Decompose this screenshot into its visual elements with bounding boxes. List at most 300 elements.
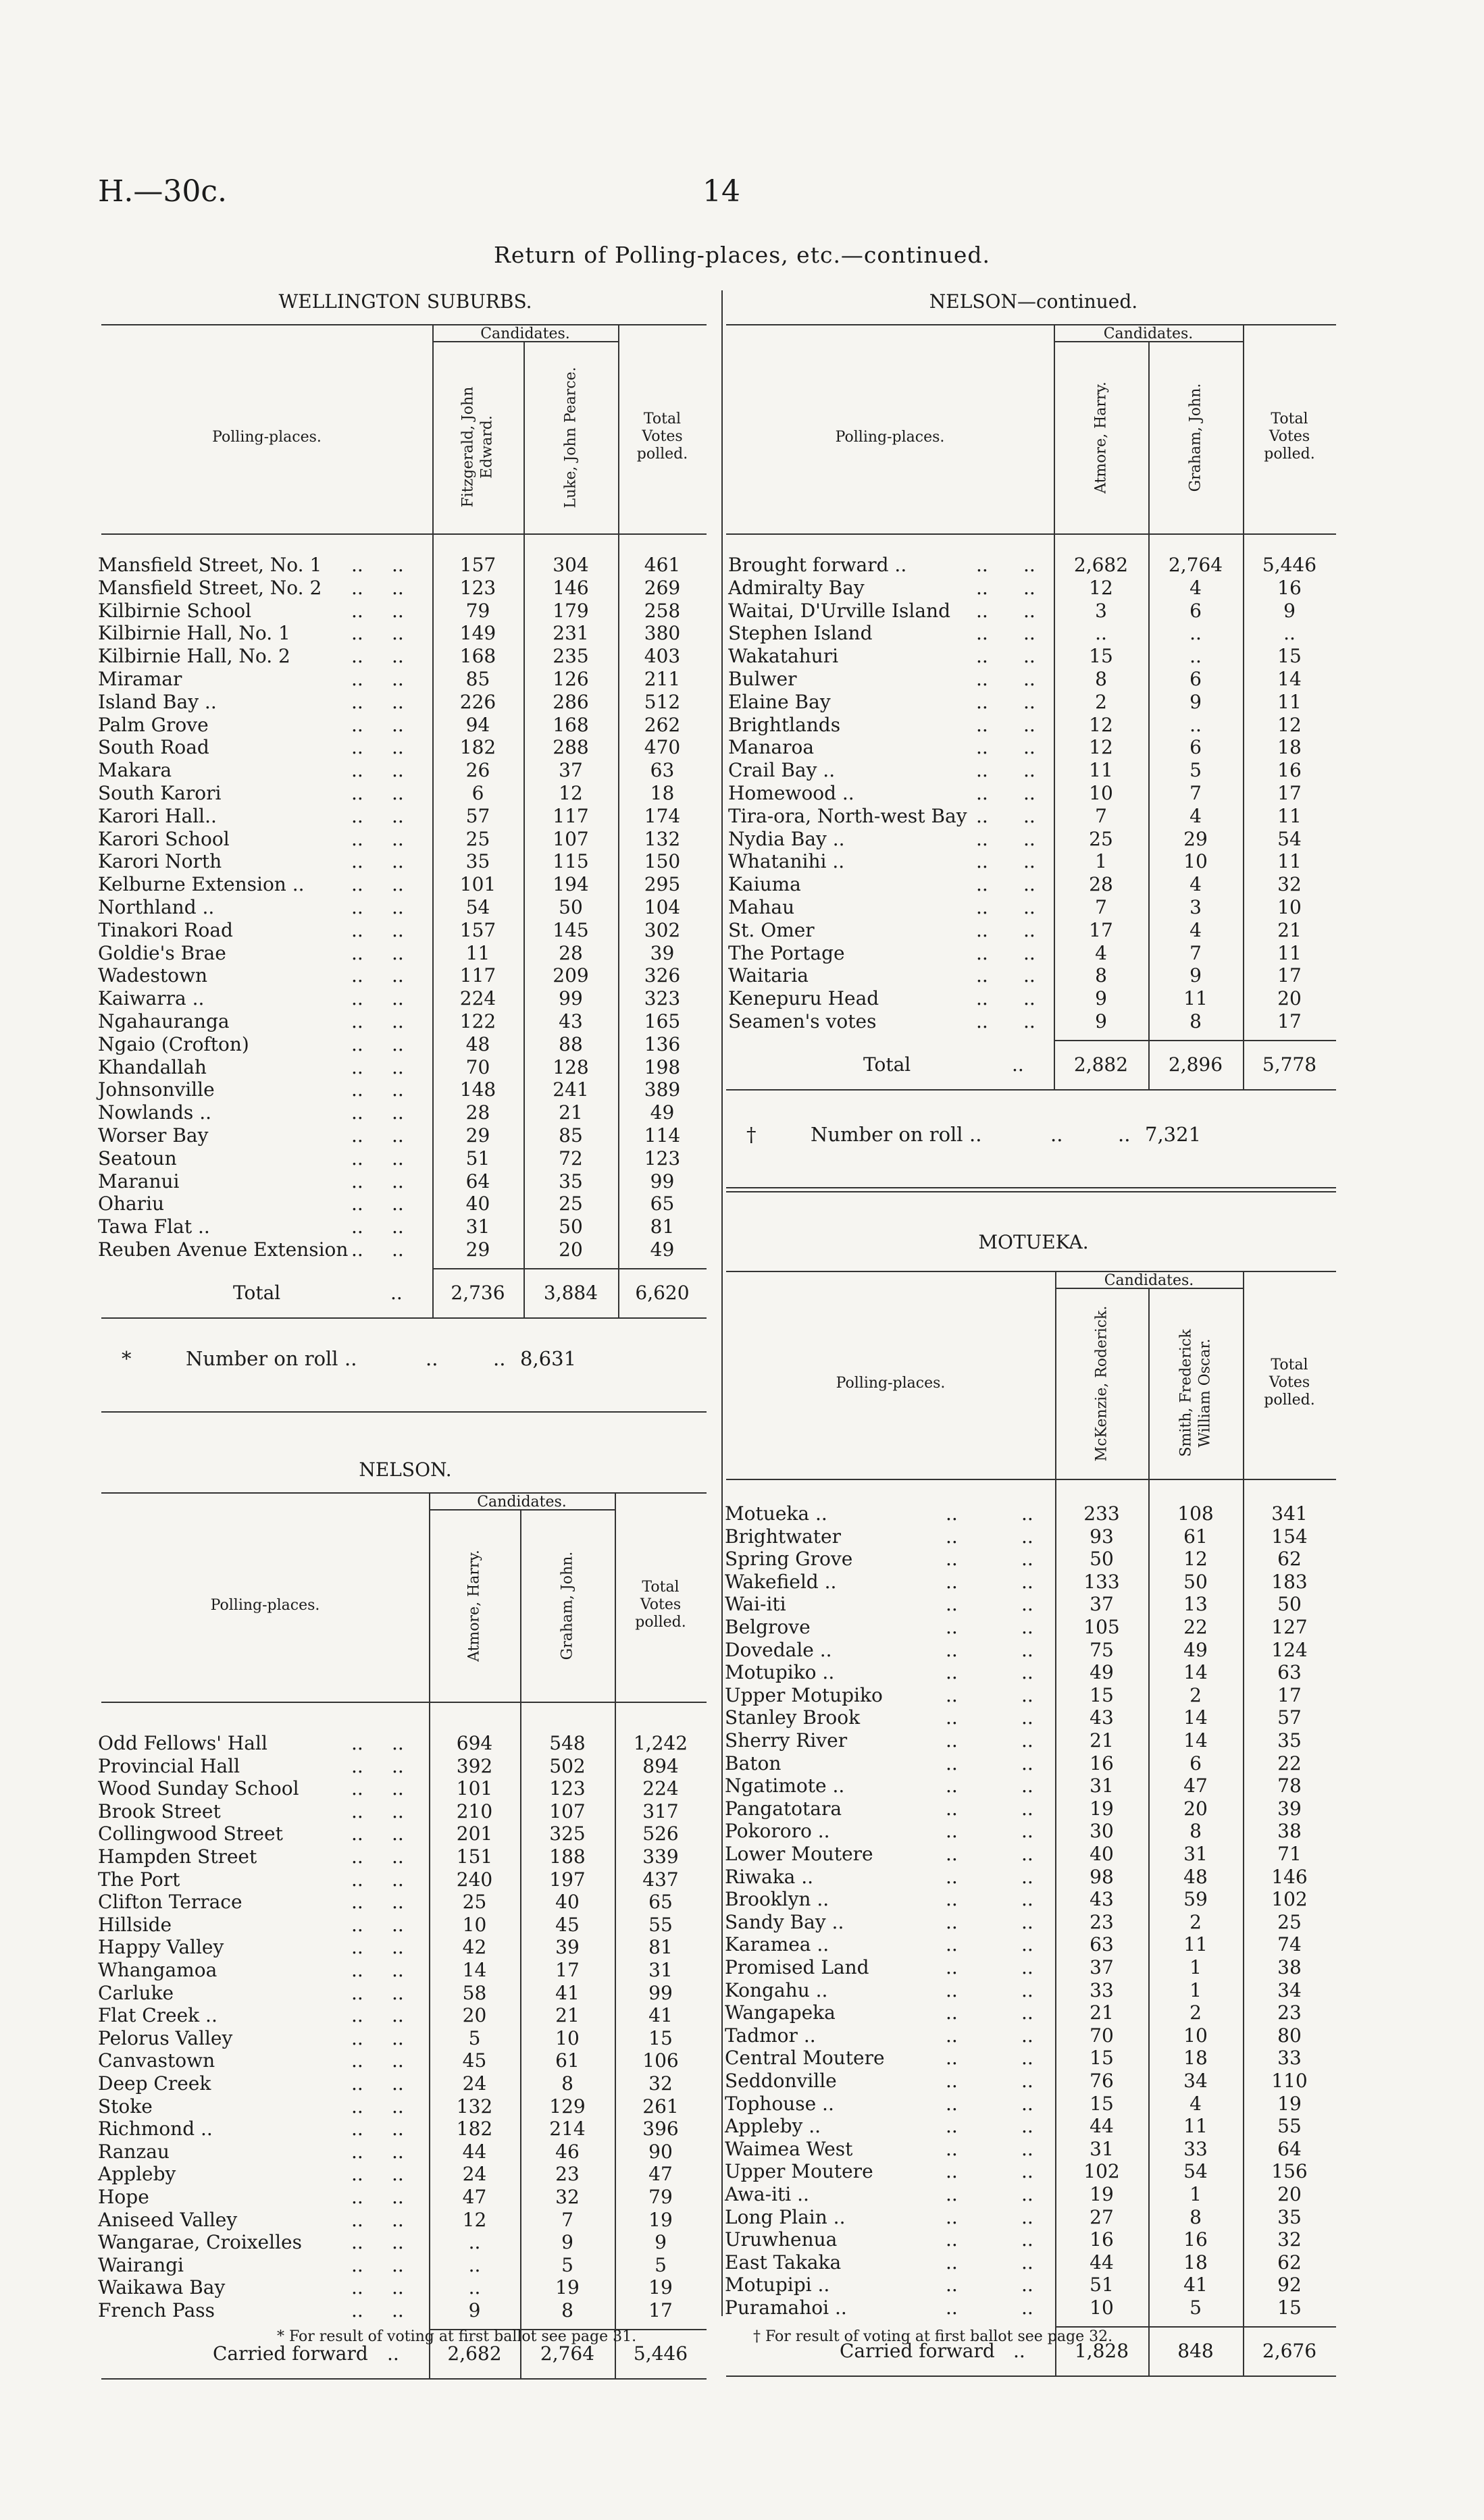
motueka-row-value: 12 bbox=[1183, 1548, 1208, 1571]
nelson_cont-row-value: .. bbox=[1095, 622, 1107, 645]
nelson_cont-row-value: 9 bbox=[1095, 1010, 1107, 1032]
nelson_cont-row-value: 9 bbox=[1283, 599, 1296, 622]
wellington-row-leader: .. bbox=[392, 1055, 404, 1078]
nelson_cont-row-value: 11 bbox=[1277, 941, 1302, 964]
nelson-row-value: .. bbox=[468, 2276, 481, 2299]
motueka-row-name: Karamea .. bbox=[725, 1933, 829, 1956]
motueka-row-value: 57 bbox=[1277, 1706, 1302, 1729]
motueka-row-value: 22 bbox=[1183, 1616, 1208, 1638]
wellington-row-name: Nowlands .. bbox=[98, 1101, 211, 1124]
motueka-row-value: 31 bbox=[1090, 2137, 1114, 2160]
nelson_cont-row-name: Whatanihi .. bbox=[728, 850, 845, 873]
wellington-row-value: 470 bbox=[644, 736, 681, 759]
nelson-row-name: Aniseed Valley bbox=[98, 2208, 238, 2231]
motueka-row-value: 5 bbox=[1189, 2296, 1202, 2319]
nelson_cont-row-name: Bulwer bbox=[728, 668, 797, 690]
nelson-row-name: Wairangi bbox=[98, 2253, 184, 2276]
motueka-row-leader: .. bbox=[1021, 1910, 1033, 1933]
nelson-row-name: Pelorus Valley bbox=[98, 2026, 233, 2049]
nelson_cont-row-leader: .. bbox=[1023, 690, 1035, 713]
motueka-row-name: Wai-iti bbox=[725, 1593, 786, 1616]
motueka-row-value: 62 bbox=[1277, 2251, 1302, 2274]
wellington-row-leader: .. bbox=[351, 1147, 363, 1170]
motueka-row-leader: .. bbox=[946, 2137, 958, 2160]
wellington-row-value: 11 bbox=[465, 941, 490, 964]
motueka-row-value: 102 bbox=[1271, 1888, 1308, 1911]
nelson-row-value: 44 bbox=[462, 2140, 487, 2163]
wellington-row-leader: .. bbox=[351, 576, 363, 599]
motueka-row-value: 17 bbox=[1277, 1683, 1302, 1706]
nelson_cont-row-name: Tira-ora, North-west Bay bbox=[728, 804, 967, 827]
nelson-row-value: 10 bbox=[555, 2026, 580, 2049]
motueka-row-leader: .. bbox=[946, 1661, 958, 1684]
nelson-row-name: Ranzau bbox=[98, 2140, 170, 2163]
nelson-row-value: 65 bbox=[648, 1891, 673, 1914]
nelson_cont-row-leader: .. bbox=[1023, 964, 1035, 987]
nelson_cont-row-leader: .. bbox=[1023, 918, 1035, 941]
wellington-row-value: 85 bbox=[465, 668, 490, 690]
nelson-row-leader: .. bbox=[351, 2049, 363, 2072]
wellington-row-name: Kilbirnie Hall, No. 1 bbox=[98, 622, 290, 645]
nelson-row-leader: .. bbox=[351, 2231, 363, 2254]
motueka-row-value: 50 bbox=[1277, 1593, 1302, 1616]
nelson-row-value: 9 bbox=[561, 2231, 573, 2254]
wellington-row-leader: .. bbox=[392, 1078, 404, 1101]
nelson_cont-row-value: 11 bbox=[1089, 759, 1113, 782]
motueka-row-value: 11 bbox=[1183, 1933, 1208, 1956]
nelson_cont-total-label-cell: Total bbox=[863, 1053, 911, 1076]
nelson-row-value: 526 bbox=[642, 1822, 679, 1845]
motueka-row-value: 39 bbox=[1277, 1797, 1302, 1820]
nelson_cont-row-leader: .. bbox=[1023, 759, 1035, 782]
motueka-row-name: Baton bbox=[725, 1752, 782, 1775]
nelson_cont-row-value: 6 bbox=[1189, 668, 1202, 690]
nelson_cont-row-name: Homewood .. bbox=[728, 782, 854, 804]
motueka-row-leader: .. bbox=[946, 1593, 958, 1616]
motueka-row-value: 18 bbox=[1183, 2251, 1208, 2274]
motueka-row-name: Wakefield .. bbox=[725, 1570, 837, 1593]
motueka-row-name: Riwaka .. bbox=[725, 1865, 814, 1888]
nelson-cand1-header: Atmore, Harry. bbox=[465, 1549, 483, 1662]
motueka-row-leader: .. bbox=[946, 1775, 958, 1797]
motueka-row-value: 2 bbox=[1189, 1910, 1202, 1933]
wellington-row-value: 85 bbox=[559, 1124, 583, 1147]
motueka-row-leader: .. bbox=[1021, 1683, 1033, 1706]
nelson_cont-row-leader: .. bbox=[969, 1123, 982, 1146]
motueka-row-value: 50 bbox=[1090, 1548, 1114, 1571]
nelson-row-value: 58 bbox=[462, 1981, 487, 2004]
wellington-row-value: 179 bbox=[553, 599, 589, 622]
nelson-row-value: 40 bbox=[555, 1891, 580, 1914]
nelson-row-leader: .. bbox=[392, 1822, 404, 1845]
wellington-row-leader: .. bbox=[392, 987, 404, 1010]
nelson_cont-row-value: 5,446 bbox=[1262, 554, 1317, 576]
nelson_cont-row-value: 4 bbox=[1189, 804, 1202, 827]
nelson-row-name: Clifton Terrace bbox=[98, 1891, 242, 1914]
nelson_cont-row-leader: .. bbox=[1023, 736, 1035, 759]
nelson-row-name: Carluke bbox=[98, 1981, 174, 2004]
motueka-top-rule bbox=[726, 1271, 1336, 1272]
motueka-row-value: 41 bbox=[1183, 2274, 1208, 2296]
motueka-row-value: 75 bbox=[1090, 1638, 1114, 1661]
motueka-row-name: Waimea West bbox=[725, 2137, 853, 2160]
nelson-row-value: 224 bbox=[642, 1777, 679, 1800]
wellington-row-value: 168 bbox=[553, 713, 589, 736]
nelson_cont-row-value: 8 bbox=[1189, 1010, 1202, 1032]
motueka-row-value: 44 bbox=[1090, 2251, 1114, 2274]
nelson_cont-row-value: 7 bbox=[1189, 782, 1202, 804]
wellington-roll-value: 8,631 bbox=[520, 1347, 577, 1370]
nelson_cont-row-value: 7 bbox=[1095, 804, 1107, 827]
nelson_cont-row-leader: .. bbox=[976, 896, 988, 918]
wellington-row-name: Reuben Avenue Extension bbox=[98, 1238, 349, 1261]
wellington-row-value: 288 bbox=[553, 736, 589, 759]
wellington-row-value: 258 bbox=[644, 599, 681, 622]
nelson-row-value: 41 bbox=[555, 1981, 580, 2004]
nelson-row-value: 317 bbox=[642, 1800, 679, 1822]
wellington-row-leader: .. bbox=[351, 1215, 363, 1238]
motueka-row-value: 154 bbox=[1271, 1525, 1308, 1548]
nelson_cont-row-leader: .. bbox=[976, 827, 988, 850]
nelson-row-leader: .. bbox=[351, 1891, 363, 1914]
page-number: 14 bbox=[702, 174, 740, 209]
motueka-row-leader: .. bbox=[1021, 2137, 1033, 2160]
motueka-row-leader: .. bbox=[946, 1683, 958, 1706]
wellington-row-name: Island Bay .. bbox=[98, 690, 217, 713]
nelson-row-leader: .. bbox=[392, 1959, 404, 1981]
wellington-row-value: 117 bbox=[553, 804, 589, 827]
nelson_cont-cand2-header: Graham, John. bbox=[1187, 383, 1204, 492]
wellington-row-name: Ngaio (Crofton) bbox=[98, 1032, 249, 1055]
wellington-row-value: 149 bbox=[459, 622, 496, 645]
nelson_cont-roll-value-prefix: .. bbox=[1118, 1123, 1131, 1146]
wellington-row-leader: .. bbox=[392, 668, 404, 690]
motueka-row-name: Kongahu .. bbox=[725, 1978, 828, 2001]
wellington-row-value: 57 bbox=[465, 804, 490, 827]
wellington-row-leader: .. bbox=[392, 759, 404, 782]
wellington-bottom-rule bbox=[101, 1317, 707, 1319]
motueka-row-value: 27 bbox=[1090, 2205, 1114, 2228]
wellington-row-value: 99 bbox=[650, 1170, 675, 1192]
nelson_cont-row-leader: .. bbox=[976, 713, 988, 736]
motueka-row-name: Appleby .. bbox=[725, 2115, 821, 2138]
wellington-row-name: Khandallah bbox=[98, 1055, 207, 1078]
motueka-cand2-header: Smith, Frederick William Oscar. bbox=[1177, 1328, 1213, 1457]
motueka-row-value: 33 bbox=[1183, 2137, 1208, 2160]
wellington-row-leader: .. bbox=[392, 964, 404, 987]
wellington-row-value: 198 bbox=[644, 1055, 681, 1078]
motueka-row-name: Awa-iti .. bbox=[725, 2183, 809, 2205]
wellington-row-name: Kelburne Extension .. bbox=[98, 873, 305, 896]
nelson-row-value: 261 bbox=[642, 2095, 679, 2118]
wellington-row-value: 269 bbox=[644, 576, 681, 599]
nelson-row-name: Canvastown bbox=[98, 2049, 215, 2072]
motueka-row-leader: .. bbox=[1021, 2001, 1033, 2024]
nelson-row-name: The Port bbox=[98, 1868, 180, 1891]
nelson-row-leader: .. bbox=[351, 1936, 363, 1959]
wellington-row-value: 54 bbox=[465, 896, 490, 918]
motueka-row-leader: .. bbox=[1021, 2070, 1033, 2092]
nelson-row-value: 81 bbox=[648, 1936, 673, 1959]
wellington-row-value: 6 bbox=[471, 782, 484, 804]
nelson-row-leader: .. bbox=[392, 2208, 404, 2231]
motueka-row-value: 78 bbox=[1277, 1775, 1302, 1797]
nelson-row-leader: .. bbox=[351, 2118, 363, 2141]
motueka-row-value: 10 bbox=[1183, 2024, 1208, 2047]
wellington-cand1-header: Fitzgerald, John Edward. bbox=[459, 386, 496, 507]
nelson_cont-total-value: 5,778 bbox=[1262, 1053, 1317, 1076]
wellington-row-value: 231 bbox=[553, 622, 589, 645]
motueka-bottom-rule bbox=[726, 2375, 1336, 2377]
nelson-row-name: Appleby bbox=[98, 2163, 176, 2186]
wellington-row-leader: .. bbox=[392, 1010, 404, 1032]
motueka-row-value: 30 bbox=[1090, 1820, 1114, 1843]
nelson-row-leader: .. bbox=[392, 1868, 404, 1891]
nelson_cont-row-value: .. bbox=[1189, 645, 1202, 668]
nelson-row-value: 32 bbox=[648, 2072, 673, 2095]
wellington-row-name: Kilbirnie School bbox=[98, 599, 252, 622]
wellington-total-value: 2,736 bbox=[451, 1281, 505, 1304]
wellington-header-rule bbox=[101, 533, 707, 535]
motueka-row-leader: .. bbox=[1021, 2115, 1033, 2138]
motueka-row-value: 21 bbox=[1090, 2001, 1114, 2024]
motueka-row-leader: .. bbox=[946, 1797, 958, 1820]
motueka-row-value: 22 bbox=[1277, 1752, 1302, 1775]
motueka-row-value: 25 bbox=[1277, 1910, 1302, 1933]
wellington-row-value: 380 bbox=[644, 622, 681, 645]
nelson-row-leader: .. bbox=[392, 2231, 404, 2254]
motueka-row-value: 108 bbox=[1177, 1502, 1214, 1525]
nelson_cont-row-name: St. Omer bbox=[728, 918, 815, 941]
nelson_cont-row-value: 12 bbox=[1089, 736, 1113, 759]
motueka-row-value: 62 bbox=[1277, 1548, 1302, 1571]
nelson_cont-row-value: 10 bbox=[1277, 896, 1302, 918]
wellington-column-divider bbox=[432, 533, 434, 1317]
wellington-row-value: 94 bbox=[465, 713, 490, 736]
motueka-row-name: Wangapeka bbox=[725, 2001, 836, 2024]
wellington-row-leader: .. bbox=[392, 1215, 404, 1238]
motueka-row-leader: .. bbox=[946, 1956, 958, 1978]
wellington-row-leader: .. bbox=[351, 1192, 363, 1215]
nelson_cont-row-value: 7 bbox=[1095, 896, 1107, 918]
wellington-row-leader: .. bbox=[392, 713, 404, 736]
motueka-row-value: 74 bbox=[1277, 1933, 1302, 1956]
nelson-row-value: 14 bbox=[462, 1959, 487, 1981]
nelson-row-value: 24 bbox=[462, 2072, 487, 2095]
motueka-row-leader: .. bbox=[946, 2160, 958, 2183]
motueka-row-leader: .. bbox=[1021, 1661, 1033, 1684]
nelson-total-label: Total Votes polled. bbox=[635, 1578, 686, 1631]
motueka-row-value: 341 bbox=[1271, 1502, 1308, 1525]
wellington-row-value: 241 bbox=[553, 1078, 589, 1101]
motueka-row-value: 38 bbox=[1277, 1956, 1302, 1978]
wellington-row-leader: .. bbox=[392, 1032, 404, 1055]
nelson-row-name: Richmond .. bbox=[98, 2118, 213, 2141]
motueka-row-value: 43 bbox=[1090, 1706, 1114, 1729]
nelson-row-value: 201 bbox=[456, 1822, 493, 1845]
wellington-row-leader: .. bbox=[392, 827, 404, 850]
motueka-total-value: 2,676 bbox=[1262, 2339, 1317, 2362]
nelson_cont-row-value: 11 bbox=[1277, 850, 1302, 873]
motueka-row-name: Motupipi .. bbox=[725, 2274, 830, 2296]
nelson_cont-cand1-header: Atmore, Harry. bbox=[1092, 381, 1109, 494]
wellington-row-leader: .. bbox=[392, 873, 404, 896]
wellington-row-value: 148 bbox=[459, 1078, 496, 1101]
nelson-title: NELSON. bbox=[359, 1459, 452, 1481]
wellington-row-value: 107 bbox=[553, 827, 589, 850]
motueka-row-name: Uruwhenua bbox=[725, 2228, 838, 2251]
wellington-row-value: 209 bbox=[553, 964, 589, 987]
motueka-row-value: 21 bbox=[1090, 1729, 1114, 1752]
nelson_cont-row-leader: .. bbox=[976, 759, 988, 782]
nelson-row-leader: .. bbox=[392, 1777, 404, 1800]
motueka-row-name: Pokororo .. bbox=[725, 1820, 830, 1843]
nelson_cont-row-value: .. bbox=[1283, 622, 1296, 645]
nelson-row-value: .. bbox=[468, 2231, 481, 2254]
nelson_cont-row-value: 15 bbox=[1089, 645, 1113, 668]
wellington-row-value: 65 bbox=[650, 1192, 675, 1215]
wellington-row-value: 323 bbox=[644, 987, 681, 1010]
nelson_cont-row-value: 10 bbox=[1089, 782, 1113, 804]
wellington-row-value: 12 bbox=[559, 782, 583, 804]
wellington-row-leader: .. bbox=[351, 690, 363, 713]
nelson-row-value: 182 bbox=[456, 2118, 493, 2141]
motueka-row-name: Tophouse .. bbox=[725, 2092, 834, 2115]
wellington-row-leader: .. bbox=[351, 873, 363, 896]
nelson_cont-row-value: 11 bbox=[1277, 804, 1302, 827]
wellington-row-value: 286 bbox=[553, 690, 589, 713]
motueka-total-label-cell: Carried forward bbox=[840, 2339, 995, 2362]
wellington-row-value: 117 bbox=[459, 964, 496, 987]
wellington-header-divider bbox=[523, 341, 525, 533]
nelson_cont-row-leader: .. bbox=[976, 964, 988, 987]
motueka-row-leader: .. bbox=[946, 2296, 958, 2319]
nelson_cont-row-value: 54 bbox=[1277, 827, 1302, 850]
nelson-row-leader: .. bbox=[392, 2004, 404, 2027]
wellington-row-name: South Karori bbox=[98, 782, 222, 804]
nelson-row-value: 240 bbox=[456, 1868, 493, 1891]
nelson_cont-row-value: 12 bbox=[1089, 713, 1113, 736]
nelson_cont-bottom-rule bbox=[726, 1089, 1336, 1091]
motueka-header-rule bbox=[726, 1479, 1336, 1480]
wellington-row-value: 174 bbox=[644, 804, 681, 827]
wellington-row-value: 302 bbox=[644, 918, 681, 941]
nelson_cont-roll-mark: † bbox=[746, 1123, 757, 1146]
nelson-row-value: 214 bbox=[549, 2118, 586, 2141]
motueka-row-value: 70 bbox=[1090, 2024, 1114, 2047]
nelson_cont-polling-label: Polling-places. bbox=[835, 428, 945, 446]
nelson-row-value: 437 bbox=[642, 1868, 679, 1891]
motueka-row-value: 76 bbox=[1090, 2070, 1114, 2092]
nelson-polling-label: Polling-places. bbox=[210, 1596, 320, 1614]
wellington-row-leader: .. bbox=[351, 1238, 363, 1261]
wellington-row-value: 64 bbox=[465, 1170, 490, 1192]
nelson_cont-row-value: 17 bbox=[1277, 782, 1302, 804]
nelson_cont-row-value: 17 bbox=[1277, 1010, 1302, 1032]
motueka-total-value: 848 bbox=[1177, 2339, 1214, 2362]
wellington-row-value: 21 bbox=[559, 1101, 583, 1124]
wellington-row-leader: .. bbox=[351, 782, 363, 804]
wellington-row-value: 25 bbox=[465, 827, 490, 850]
nelson_cont-row-value: 10 bbox=[1183, 850, 1208, 873]
nelson_cont-row-leader: .. bbox=[976, 599, 988, 622]
nelson_cont-title: NELSON—continued. bbox=[929, 290, 1138, 313]
motueka-row-value: 64 bbox=[1277, 2137, 1302, 2160]
motueka-row-value: 34 bbox=[1183, 2070, 1208, 2092]
wellington-row-leader: .. bbox=[351, 668, 363, 690]
wellington-row-name: South Road bbox=[98, 736, 209, 759]
motueka-row-value: 61 bbox=[1183, 1525, 1208, 1548]
nelson_cont-row-leader: .. bbox=[1023, 941, 1035, 964]
nelson_cont-row-value: 8 bbox=[1095, 964, 1107, 987]
wellington-row-name: Seatoun bbox=[98, 1147, 177, 1170]
motueka-row-value: 183 bbox=[1271, 1570, 1308, 1593]
nelson-row-leader: .. bbox=[392, 2163, 404, 2186]
nelson_cont-row-leader: .. bbox=[1023, 645, 1035, 668]
nelson-row-leader: .. bbox=[392, 2186, 404, 2208]
nelson-row-value: 1,242 bbox=[633, 1732, 688, 1754]
motueka-row-value: 15 bbox=[1090, 2092, 1114, 2115]
wellington-row-name: Kaiwarra .. bbox=[98, 987, 205, 1010]
nelson-column-divider bbox=[429, 1702, 430, 2378]
motueka-row-value: 16 bbox=[1090, 2228, 1114, 2251]
nelson-row-leader: .. bbox=[392, 1936, 404, 1959]
wellington-row-value: 79 bbox=[465, 599, 490, 622]
wellington-row-value: 35 bbox=[559, 1170, 583, 1192]
motueka-title: MOTUEKA. bbox=[978, 1231, 1089, 1253]
motueka-row-value: 23 bbox=[1090, 1910, 1114, 1933]
nelson-row-value: 325 bbox=[549, 1822, 586, 1845]
nelson_cont-row-leader: .. bbox=[1023, 827, 1035, 850]
wellington-row-value: 403 bbox=[644, 645, 681, 668]
wellington-row-name: Karori North bbox=[98, 850, 222, 873]
wellington-row-value: 224 bbox=[459, 987, 496, 1010]
motueka-row-value: 1 bbox=[1189, 1956, 1202, 1978]
nelson_cont-roll-value: 7,321 bbox=[1145, 1123, 1202, 1146]
nelson-row-leader: .. bbox=[392, 1981, 404, 2004]
nelson_cont-column-divider bbox=[1148, 533, 1150, 1089]
wellington-row-value: 157 bbox=[459, 554, 496, 576]
motueka-row-value: 33 bbox=[1277, 2047, 1302, 2070]
wellington-row-value: 165 bbox=[644, 1010, 681, 1032]
nelson-row-value: 502 bbox=[549, 1754, 586, 1777]
motueka-row-value: 80 bbox=[1277, 2024, 1302, 2047]
nelson-row-leader: .. bbox=[351, 2208, 363, 2231]
motueka-row-leader: .. bbox=[946, 2070, 958, 2092]
nelson-row-leader: .. bbox=[351, 1868, 363, 1891]
nelson-row-name: French Pass bbox=[98, 2299, 215, 2321]
nelson-row-value: 32 bbox=[555, 2186, 580, 2208]
motueka-row-value: 47 bbox=[1183, 1775, 1208, 1797]
nelson_cont-row-leader: .. bbox=[976, 918, 988, 941]
wellington-row-leader: .. bbox=[351, 827, 363, 850]
nelson-column-divider bbox=[615, 1702, 616, 2378]
motueka-row-value: 15 bbox=[1090, 2047, 1114, 2070]
motueka-row-value: 6 bbox=[1189, 1752, 1202, 1775]
wellington-row-leader: .. bbox=[392, 1101, 404, 1124]
motueka-row-value: 40 bbox=[1090, 1843, 1114, 1865]
nelson-row-value: 24 bbox=[462, 2163, 487, 2186]
motueka-row-leader: .. bbox=[1021, 1933, 1033, 1956]
nelson_cont-row-leader: .. bbox=[1023, 782, 1035, 804]
motueka-row-value: 38 bbox=[1277, 1820, 1302, 1843]
wellington-row-value: 145 bbox=[553, 918, 589, 941]
wellington-row-value: 146 bbox=[553, 576, 589, 599]
motueka-row-name: Motueka .. bbox=[725, 1502, 827, 1525]
wellington-row-value: 81 bbox=[650, 1215, 675, 1238]
motueka-row-name: Central Moutere bbox=[725, 2047, 885, 2070]
nelson-row-leader: .. bbox=[351, 2140, 363, 2163]
